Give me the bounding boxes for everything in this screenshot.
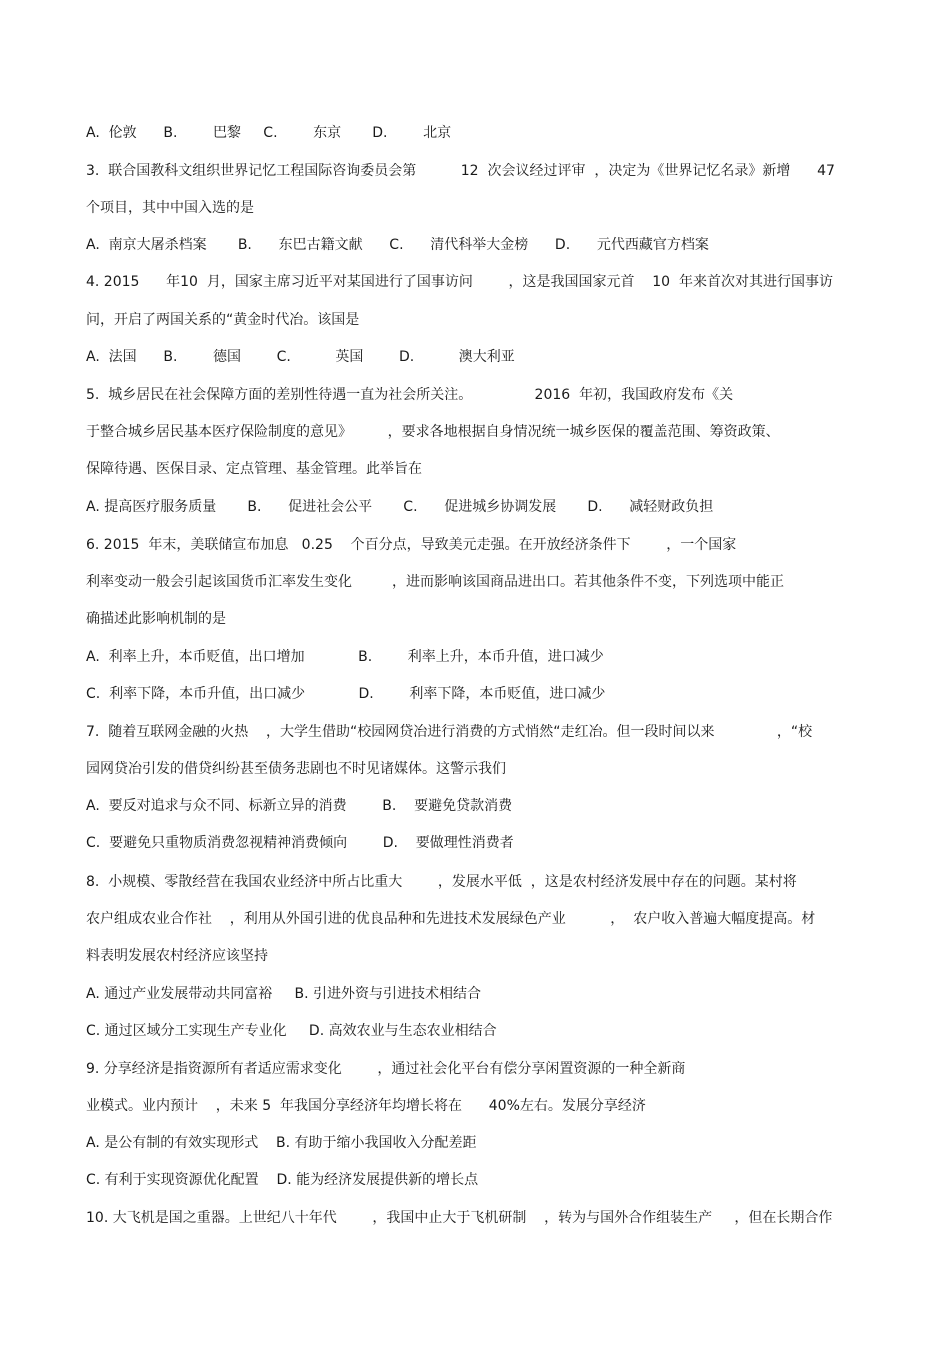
text-line: 保障待遇、医保目录、定点管理、基金管理。此举旨在	[86, 461, 422, 477]
text-line: 9. 分享经济是指资源所有者适应需求变化 ，通过社会化平台有偿分享闲置资源的一种全新商	[86, 1061, 686, 1077]
text-line: C. 通过区域分工实现生产专业化 D. 高效农业与生态农业相结合	[86, 1023, 497, 1039]
text-line: A. 伦敦 B. 巴黎 C. 东京 D. 北京	[86, 125, 452, 141]
text-line: 个项目，其中中国入选的是	[86, 200, 254, 216]
text-line: C. 利率下降，本币升值，出口减少 D. 利率下降，本币贬值，进口减少	[86, 686, 606, 702]
text-line: 问，开启了两国关系的“黄金时代冶。该国是	[86, 312, 360, 328]
text-line: 3. 联合国教科文组织世界记忆工程国际咨询委员会第 12 次会议经过评审 ，决定为《世界记忆名录》新增 47	[86, 163, 835, 179]
text-line: 8. 小规模、零散经营在我国农业经济中所占比重大 ，发展水平低 ，这是农村经济发展中存在的问题。某村将	[86, 874, 797, 890]
text-line: A. 提高医疗服务质量 B. 促进社会公平 C. 促进城乡协调发展 D. 减轻财政负担	[86, 499, 714, 515]
text-line: 7. 随着互联网金融的火热 ，大学生借助“校园网贷冶进行消费的方式悄然“走红冶。但一段时间以来 ，“校	[86, 724, 813, 740]
text-line: 4. 2015 年10 月，国家主席习近平对某国进行了国事访问 ，这是我国国家元首 10 年来首次对其进行国事访	[86, 274, 833, 290]
text-line: A. 要反对追求与众不同、标新立异的消费 B. 要避免贷款消费	[86, 798, 513, 814]
text-line: A. 利率上升，本币贬值，出口增加 B. 利率上升，本币升值，进口减少	[86, 649, 604, 665]
text-line: A. 通过产业发展带动共同富裕 B. 引进外资与引进技术相结合	[86, 986, 481, 1002]
text-line: 5. 城乡居民在社会保障方面的差别性待遇一直为社会所关注。 2016 年初，我国政府发布《关	[86, 387, 734, 403]
text-line: 于整合城乡居民基本医疗保险制度的意见》 ，要求各地根据自身情况统一城乡医保的覆盖范围、筹资政策、	[86, 424, 780, 440]
text-line: 6. 2015 年末，美联储宣布加息 0.25 个百分点，导致美元走强。在开放经济条件下 ，一个国家	[86, 537, 737, 553]
text-line: 10. 大飞机是国之重器。上世纪八十年代 ，我国中止大于飞机研制 ，转为与国外合作组装生产 ，但在长期合作	[86, 1210, 833, 1226]
text-line: 料表明发展农村经济应该坚持	[86, 948, 268, 964]
text-line: C. 有利于实现资源优化配置 D. 能为经济发展提供新的增长点	[86, 1172, 479, 1188]
text-line: 业模式。业内预计 ，未来 5 年我国分享经济年均增长将在 40%左右。发展分享经济	[86, 1098, 646, 1114]
text-line: A. 是公有制的有效实现形式 B. 有助于缩小我国收入分配差距	[86, 1135, 477, 1151]
text-line: 农户组成农业合作社 ，利用从外国引进的优良品种和先进技术发展绿色产业 ， 农户收入普遍大幅度提高。材	[86, 911, 816, 927]
text-line: 园网贷冶引发的借贷纠纷甚至债务悲剧也不时见诸媒体。这警示我们	[86, 761, 506, 777]
text-line: A. 南京大屠杀档案 B. 东巴古籍文献 C. 清代科举大金榜 D. 元代西藏官方档案	[86, 237, 709, 253]
text-line: C. 要避免只重物质消费忽视精神消费倾向 D. 要做理性消费者	[86, 835, 514, 851]
text-line: A. 法国 B. 德国 C. 英国 D. 澳大利亚	[86, 349, 515, 365]
text-line: 利率变动一般会引起该国货币汇率发生变化 ，进而影响该国商品进出口。若其他条件不变，下列选项中能正	[86, 574, 785, 590]
text-line: 确描述此影响机制的是	[86, 611, 226, 627]
